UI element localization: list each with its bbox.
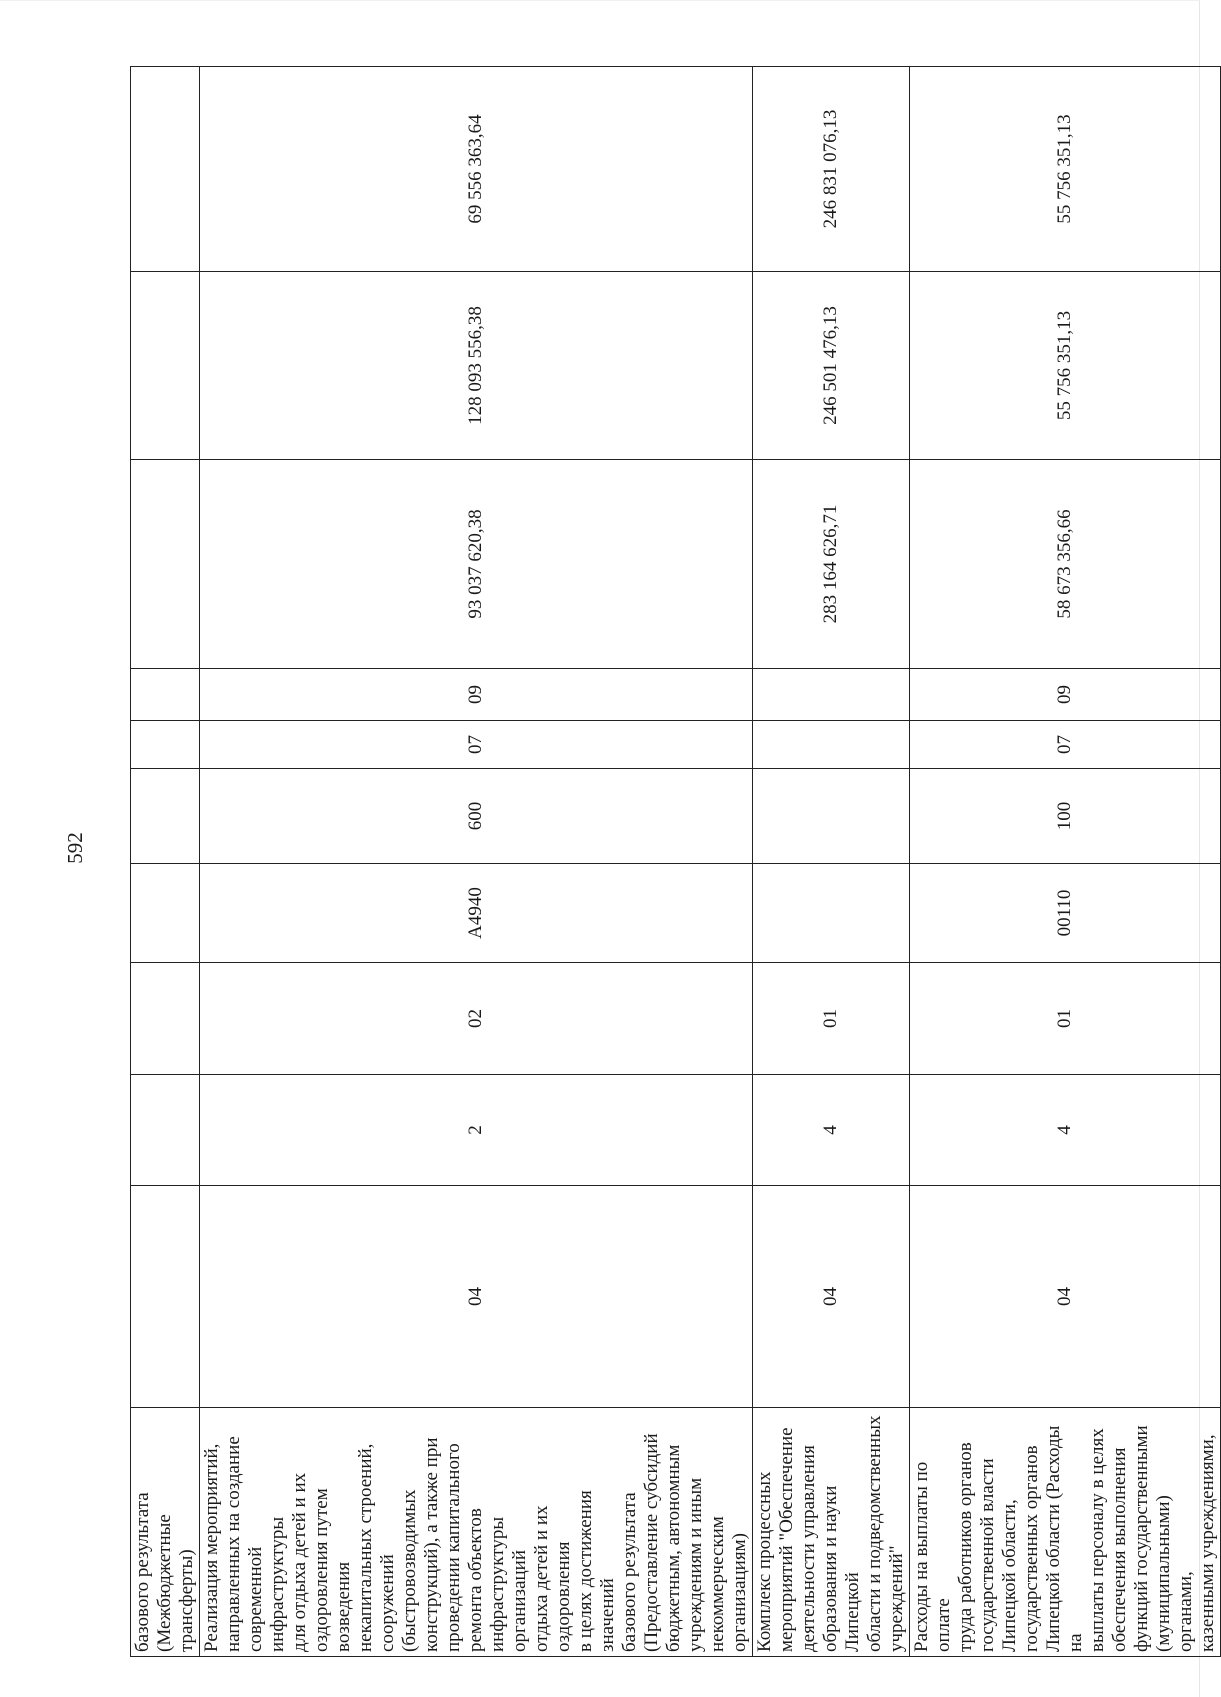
cell-code-3: 01	[910, 963, 1221, 1075]
cell-code-5	[131, 769, 200, 864]
cell-code-1: 04	[753, 1186, 910, 1408]
cell-amount-1: 93 037 620,38	[200, 460, 753, 669]
cell-code-4	[753, 864, 910, 963]
table-row	[131, 67, 200, 1657]
cell-code-6	[753, 721, 910, 769]
row-description: Комплекс процессных мероприятий "Обеспечение деятельности управления образования и науки Липецкой области и подведомственных учреждений"	[753, 1408, 910, 1657]
cell-amount-3: 69 556 363,64	[200, 67, 753, 272]
cell-code-4: A4940	[200, 864, 753, 963]
cell-code-1	[131, 1186, 200, 1408]
page-number: 592	[63, 832, 87, 864]
row-description: базового результата (Межбюджетные трансферты)	[131, 1408, 200, 1657]
cell-amount-1: 58 673 356,66	[910, 460, 1221, 669]
row-description: Реализация мероприятий, направленных на создание современной инфраструктуры для отдыха детей и их оздоровления путем возведения некапитальных строений, сооружений (быстровозводимых конструкций), а также при проведении капитального ремонта объектов инфраструктуры организаций отдыха детей и их оздоровления в целях достижения значений базового результата (Предоставление субсидий бюджетным, автономным учреждениям и иным некоммерческим организациям)	[200, 1408, 753, 1657]
cell-amount-2: 128 093 556,38	[200, 272, 753, 460]
cell-code-5: 600	[200, 769, 753, 864]
cell-code-1: 04	[910, 1186, 1221, 1408]
cell-amount-3	[131, 67, 200, 272]
cell-code-1: 04	[200, 1186, 753, 1408]
cell-code-2: 4	[753, 1075, 910, 1186]
budget-table	[130, 66, 1221, 1657]
cell-code-6: 07	[200, 721, 753, 769]
cell-code-3	[131, 963, 200, 1075]
table-row	[753, 67, 910, 1657]
cell-amount-2: 55 756 351,13	[910, 272, 1221, 460]
table-row	[910, 67, 1221, 1657]
budget-table-container	[130, 67, 1218, 1657]
cell-code-7: 09	[200, 669, 753, 721]
cell-code-2: 4	[910, 1075, 1221, 1186]
cell-amount-1	[131, 460, 200, 669]
cell-code-5: 100	[910, 769, 1221, 864]
cell-code-5	[753, 769, 910, 864]
cell-code-2	[131, 1075, 200, 1186]
cell-code-7	[131, 669, 200, 721]
cell-code-3: 02	[200, 963, 753, 1075]
cell-code-7	[753, 669, 910, 721]
cell-code-6: 07	[910, 721, 1221, 769]
cell-amount-3: 246 831 076,13	[753, 67, 910, 272]
cell-code-4: 00110	[910, 864, 1221, 963]
cell-amount-2	[131, 272, 200, 460]
cell-amount-3: 55 756 351,13	[910, 67, 1221, 272]
cell-code-3: 01	[753, 963, 910, 1075]
cell-code-7: 09	[910, 669, 1221, 721]
cell-amount-2: 246 501 476,13	[753, 272, 910, 460]
row-description: Расходы на выплаты по оплате труда работников органов государственной власти Липецкой области, государственных органов Липецкой области (Расходы на выплаты персоналу в целях обеспечения выполнения функций государственными (муниципальными) органами, казенными учреждениями,	[910, 1408, 1221, 1657]
table-row	[200, 67, 753, 1657]
cell-code-2: 2	[200, 1075, 753, 1186]
cell-code-6	[131, 721, 200, 769]
cell-amount-1: 283 164 626,71	[753, 460, 910, 669]
cell-code-4	[131, 864, 200, 963]
